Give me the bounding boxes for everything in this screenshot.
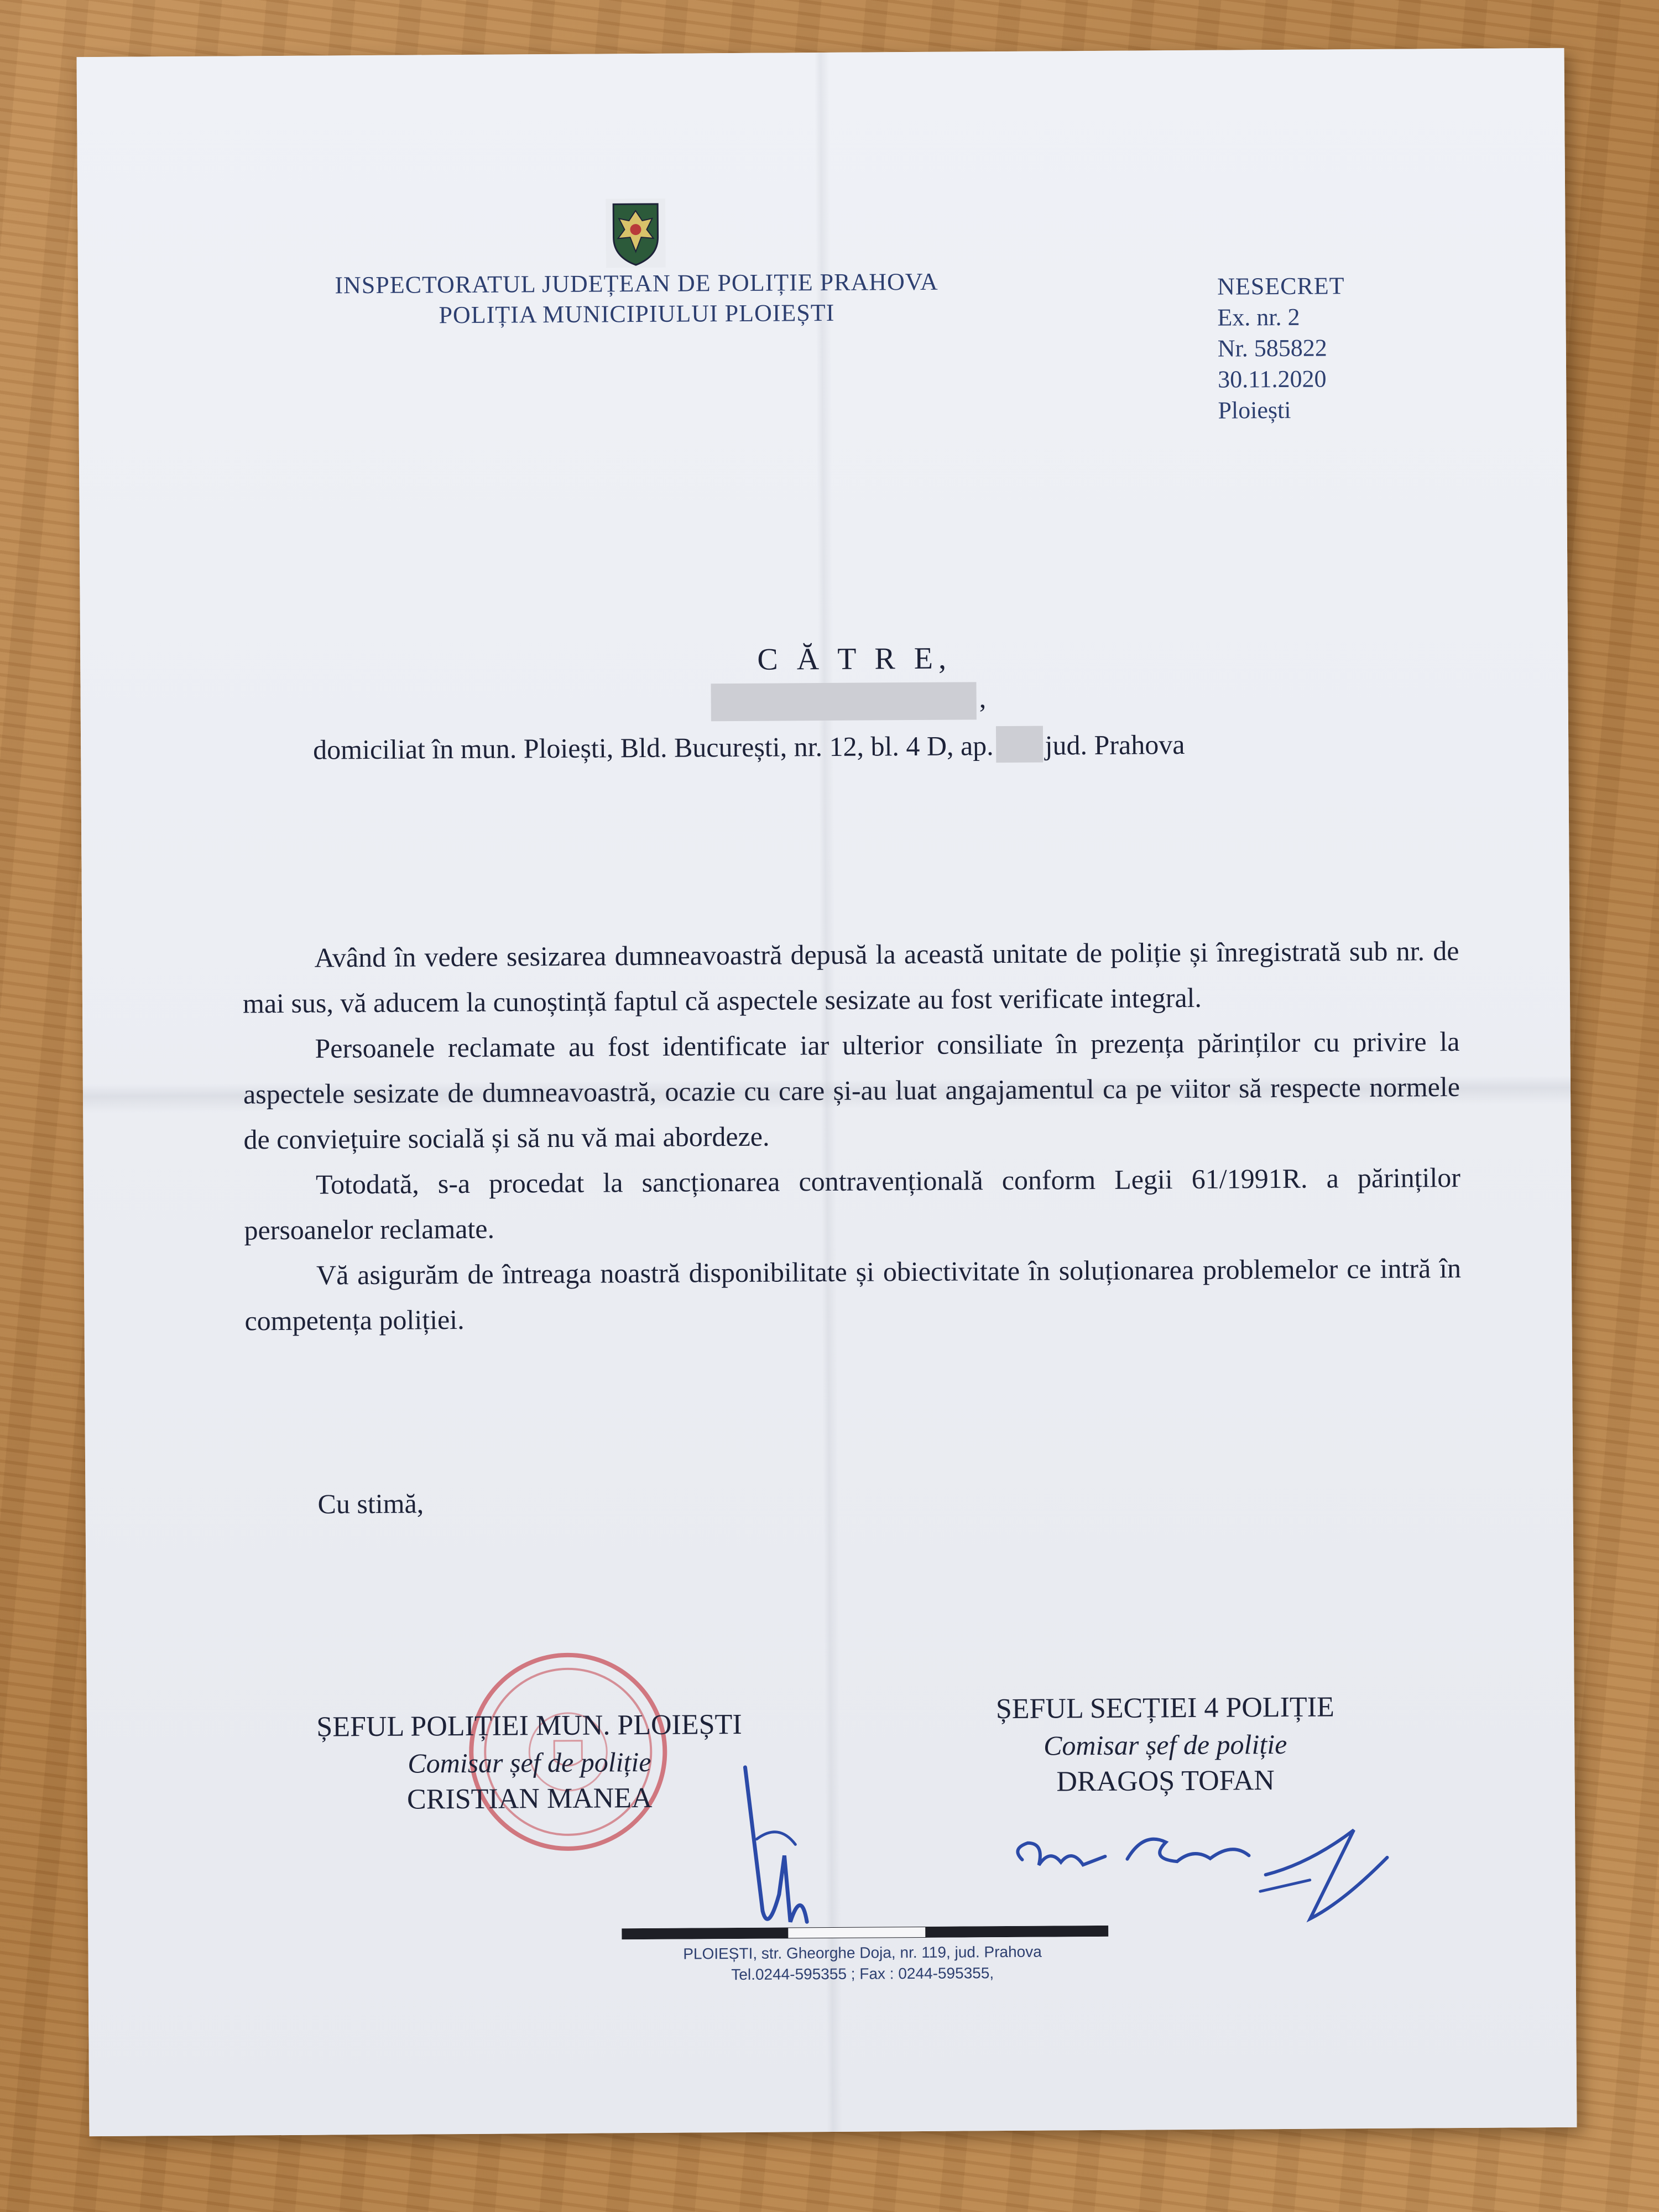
paragraph-4: Vă asigurăm de întreaga noastră disponibilitate și obiectivitate în soluționarea problemelor ce intră în competența poliției. xyxy=(244,1253,1462,1337)
right-signer-title: ȘEFUL SECȚIEI 4 POLIȚIE xyxy=(995,1691,1334,1725)
address-text: domiciliat în mun. Ploiești, Bld. București, nr. 12, bl. 4 D, ap. xyxy=(313,730,994,765)
classification: NESECRET xyxy=(1217,272,1345,300)
left-signer-name: CRISTIAN MANEA xyxy=(406,1782,653,1815)
left-signer-rank: Comisar șef de poliție xyxy=(408,1746,651,1779)
redacted-apartment xyxy=(995,726,1042,763)
letter-body xyxy=(242,928,1461,1343)
letter-paper xyxy=(77,48,1577,2136)
right-signer-name: DRAGOȘ TOFAN xyxy=(1056,1765,1275,1798)
footer-address: PLOIEȘTI, str. Gheorghe Doja, nr. 119, jud. Prahova xyxy=(683,1943,1042,1963)
header-inspectorate: INSPECTORATUL JUDEȚEAN DE POLIȚIE PRAHOVA xyxy=(335,268,938,299)
document-city: Ploiești xyxy=(1218,396,1291,424)
registration-number: Nr. 585822 xyxy=(1217,334,1327,362)
copy-number: Ex. nr. 2 xyxy=(1217,303,1300,331)
document-date: 30.11.2020 xyxy=(1217,365,1327,393)
right-signer-rank: Comisar șef de poliție xyxy=(1043,1728,1287,1761)
handwritten-signature-left-icon xyxy=(723,1756,846,1939)
recipient-salutation: C Ă T R E, xyxy=(757,641,952,677)
paragraph-2: Persoanele reclamate au fost identificate iar ulterior consiliate în prezența părinților cu privire la aspectele sesizate de dumneavoastră, ocazie cu care și-au luat angajamentul ca pe viitor să respecte normele de conviețuire socială și să nu vă mai abordeze. xyxy=(243,1026,1460,1155)
paragraph-3: Totodată, s-a procedat la sancționarea contravențională conform Legii 61/1991R. a părinților persoanelor reclamate. xyxy=(244,1162,1461,1246)
romanian-coat-of-arms-icon xyxy=(606,199,666,268)
header-municipal-police: POLIȚIA MUNICIPIULUI PLOIEȘTI xyxy=(439,299,835,329)
left-signer-title: ȘEFUL POLIȚIEI MUN. PLOIEȘTI xyxy=(316,1708,742,1743)
footer-contact xyxy=(586,1941,1139,1986)
redacted-name xyxy=(711,682,976,721)
signature-block-right xyxy=(889,1688,1442,1801)
document-meta xyxy=(1217,270,1345,426)
closing: Cu stimă, xyxy=(317,1488,424,1520)
paragraph-1: Având în vedere sesizarea dumneavoastră depusă la această unitate de poliție și înregistrată sub nr. de mai sus, vă aducem la cunoștință faptul că aspectele sesizate au fost verificate integral. xyxy=(242,935,1459,1019)
recipient-address xyxy=(313,725,1185,767)
address-county: jud. Prahova xyxy=(1045,729,1185,761)
footer-phone: Tel.0244-595355 ; Fax : 0244-595355, xyxy=(731,1964,994,1984)
recipient-comma: , xyxy=(979,682,987,714)
